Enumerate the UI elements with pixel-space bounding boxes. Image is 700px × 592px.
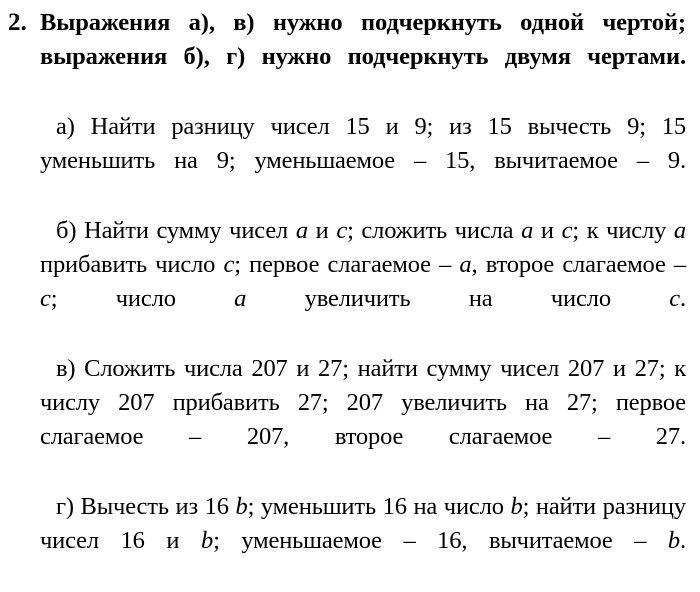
exercise-instruction: Выражения а), в) нужно подчеркнуть одной чертой; выражения б), г) нужно подчеркнуть двумя чертами. <box>40 9 686 70</box>
exercise-block <box>6 6 686 592</box>
exercise-item-b: б) Найти сумму чисел a и c; сложить числа a и c; к числу a прибавить число c; первое слагаемое – a, второе слагаемое – c; число a увеличить на число c. <box>40 217 687 312</box>
exercise-item-a: а) Найти разницу чисел 15 и 9; из 15 вычесть 9; 15 уменьшить на 9; уменьшаемое – 15, вычитаемое – 9. <box>40 113 686 174</box>
exercise-item-v: в) Сложить числа 207 и 27; найти сумму чисел 207 и 27; к числу 207 прибавить 27; 207 увеличить на 27; первое слагаемое – 207, второе слагаемое – 27. <box>40 355 686 450</box>
exercise-item-g: г) Вычесть из 16 b; уменьшить 16 на число b; найти разницу чисел 16 и b; уменьшаемое – 16, вычитаемое – b. <box>40 493 687 554</box>
exercise-number: 2. <box>8 9 27 36</box>
exercise-body <box>40 6 686 592</box>
